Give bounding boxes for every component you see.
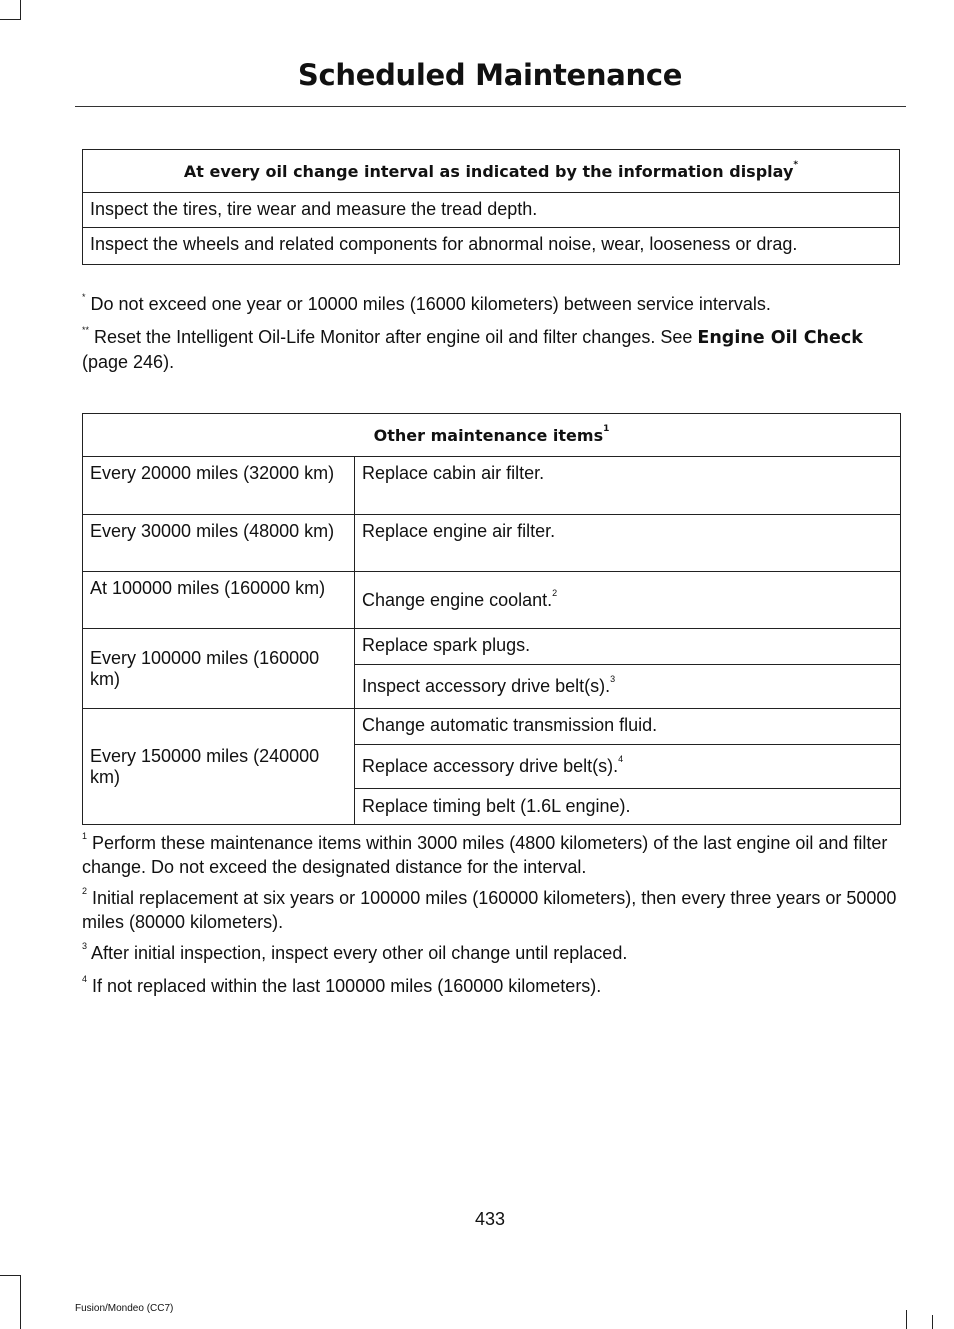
header-footnote-marker: * <box>793 160 799 171</box>
table-header <box>83 150 900 193</box>
table-row <box>83 228 900 265</box>
item-text: Replace accessory drive belt(s). <box>362 756 619 776</box>
item-cell: Replace engine air filter. <box>355 515 901 572</box>
header-text: At every oil change interval as indicated by the information display <box>183 161 794 181</box>
footnote-text: Do not exceed one year or 10000 miles (16000 kilometers) between service intervals. <box>90 294 771 314</box>
table-header-row <box>83 150 900 193</box>
crop-mark-top-left-h <box>0 19 20 20</box>
interval-cell: At 100000 miles (160000 km) <box>83 572 355 629</box>
footnote-marker: 2 <box>552 587 558 598</box>
footnote-text: If not replaced within the last 100000 miles (160000 kilometers). <box>92 976 602 996</box>
item-cell: Change automatic transmission fluid. <box>355 709 901 745</box>
interval-cell: Every 20000 miles (32000 km) <box>83 457 355 515</box>
item-text: Change engine coolant. <box>362 589 553 610</box>
item-text: Inspect accessory drive belt(s). <box>362 676 611 696</box>
table-row <box>83 709 901 745</box>
footer-model-label: Fusion/Mondeo (CC7) <box>75 1303 174 1314</box>
interval-cell: Every 30000 miles (48000 km) <box>83 515 355 572</box>
header-text: Other maintenance items <box>373 425 604 445</box>
crop-mark-bottom-left-v <box>20 1275 21 1329</box>
header-footnote-marker: 1 <box>603 424 610 435</box>
crop-mark-bottom-left-h <box>0 1275 20 1276</box>
footnote-text: Perform these maintenance items within 3000 miles (4800 kilometers) of the last engine oil and filter change. Do not exceed the designated distance for the interval. <box>82 833 888 877</box>
crop-mark-bottom-right-v2 <box>932 1315 933 1329</box>
footnote-3 <box>82 941 904 965</box>
item-cell: Replace cabin air filter. <box>355 457 901 515</box>
footnote-page-ref: (page 246). <box>82 352 175 372</box>
footnote-marker: 3 <box>82 941 88 951</box>
other-maintenance-table <box>82 413 901 825</box>
table-row <box>83 515 901 572</box>
footnote-4 <box>82 974 904 998</box>
item-cell: Replace timing belt (1.6L engine). <box>355 789 901 825</box>
footnote-1 <box>82 831 904 879</box>
interval-cell: Every 100000 miles (160000 km) <box>83 629 355 709</box>
footnote-oil-reset <box>82 325 904 374</box>
page-title: Scheduled Maintenance <box>297 58 683 92</box>
interval-cell: Every 150000 miles (240000 km) <box>83 709 355 825</box>
table-row <box>83 629 901 665</box>
oil-change-table <box>82 149 900 265</box>
footnote-2 <box>82 886 904 934</box>
table-row <box>83 193 900 228</box>
title-divider <box>75 106 906 107</box>
footnote-text: After initial inspection, inspect every other oil change until replaced. <box>91 943 628 963</box>
footnote-marker: 4 <box>82 974 88 984</box>
table-header-row <box>83 414 901 457</box>
footnote-marker: 4 <box>618 754 624 764</box>
item-cell: Replace spark plugs. <box>355 629 901 665</box>
table-cell: Inspect the wheels and related components for abnormal noise, wear, looseness or drag. <box>83 228 900 265</box>
crop-mark-top-left-v <box>20 0 21 20</box>
table-cell: Inspect the tires, tire wear and measure the tread depth. <box>83 193 900 228</box>
crop-mark-bottom-right-v <box>906 1310 907 1329</box>
footnote-marker: 1 <box>82 831 88 841</box>
engine-oil-check-link[interactable]: Engine Oil Check <box>697 328 863 348</box>
item-cell <box>355 745 901 789</box>
footnote-marker: 3 <box>610 674 616 684</box>
footnote-text: Reset the Intelligent Oil-Life Monitor after engine oil and filter changes. See <box>94 327 698 347</box>
table-header <box>83 414 901 457</box>
footnote-oil-interval <box>82 292 904 316</box>
footnote-marker: 2 <box>82 886 88 896</box>
item-cell <box>355 665 901 709</box>
footnote-text: Initial replacement at six years or 100000 miles (160000 kilometers), then every three years or 50000 miles (80000 kilometers). <box>82 888 897 932</box>
table-row <box>83 572 901 629</box>
item-cell <box>355 572 901 629</box>
footnote-marker: * <box>82 292 86 302</box>
page-number: 433 <box>474 1209 506 1229</box>
footnote-marker: ** <box>82 325 90 335</box>
table-row <box>83 457 901 515</box>
